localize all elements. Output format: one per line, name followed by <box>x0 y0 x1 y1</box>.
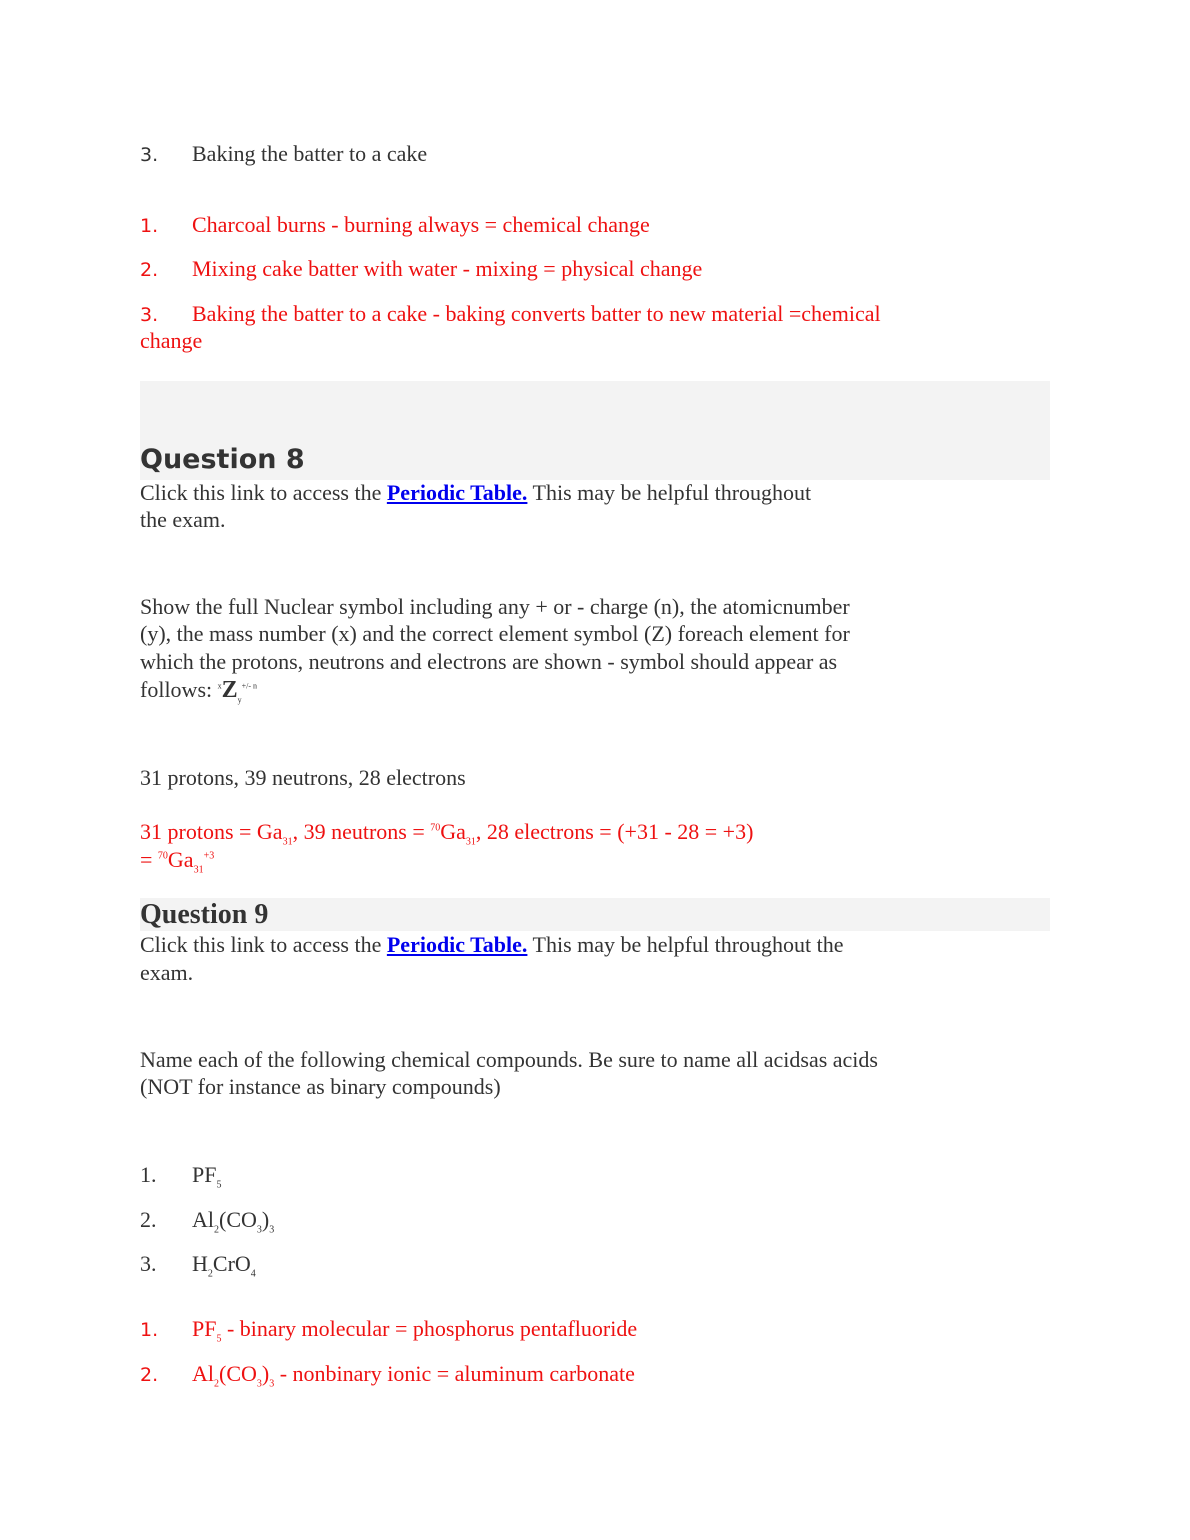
q9-item-1 <box>140 1161 222 1191</box>
intro-text: This may be helpful throughout the <box>527 932 844 957</box>
answer-superscript: 70 <box>157 850 168 862</box>
prev-item-3 <box>140 140 427 169</box>
intro-text: Click this link to access the <box>140 932 387 957</box>
formula-text: Al <box>192 1207 214 1232</box>
answer-text: Ga <box>167 847 194 872</box>
q9-item-3 <box>140 1250 256 1280</box>
list-number: 2. <box>140 259 159 281</box>
formula-subscript: 4 <box>250 1268 256 1280</box>
answer-text: , 39 neutrons = <box>292 819 431 844</box>
list-number: 3. <box>140 144 159 166</box>
q9-answer-1 <box>140 1315 637 1344</box>
periodic-table-link[interactable]: Periodic Table. <box>386 480 528 505</box>
q8-intro <box>140 479 811 506</box>
q9-intro-line2: exam. <box>140 960 194 985</box>
answer-text: , 28 electrons = (+31 - 28 = +3) <box>475 819 754 844</box>
answer-subscript: 31 <box>465 836 476 848</box>
list-number: 2. <box>140 1207 157 1232</box>
prev-answer-3 <box>140 300 881 329</box>
symbol-atomic-number: y <box>237 695 242 705</box>
formula-text: CrO <box>212 1251 251 1276</box>
list-number: 2. <box>140 1364 159 1386</box>
q8-prompt-line3: which the protons, neutrons and electrons are shown - symbol should appear as <box>140 649 838 674</box>
formula-text: PF <box>192 1316 217 1341</box>
q9-prompt-line1: Name each of the following chemical compounds. Be sure to name all acidsas acids <box>140 1047 878 1072</box>
formula-subscript: 3 <box>269 1378 275 1390</box>
q8-prompt-line2: (y), the mass number (x) and the correct element symbol (Z) foreach element for <box>140 621 850 646</box>
intro-text: This may be helpful throughout <box>527 480 812 505</box>
q9-answer-2 <box>140 1360 635 1389</box>
answer-text: Mixing cake batter with water - mixing = physical change <box>192 256 703 281</box>
prompt-text: follows: <box>140 677 218 702</box>
list-text: Baking the batter to a cake <box>192 141 428 166</box>
formula-subscript: 3 <box>256 1224 262 1236</box>
question-9-header-band <box>140 898 1050 931</box>
formula-text: (CO <box>219 1207 257 1232</box>
formula-subscript: 2 <box>214 1224 219 1236</box>
answer-text: - nonbinary ionic = aluminum carbonate <box>274 1361 635 1386</box>
formula-subscript: 5 <box>216 1333 222 1345</box>
question-8-title: Question 8 <box>140 444 305 475</box>
formula-subscript: 3 <box>269 1224 275 1236</box>
answer-text: Baking the batter to a cake - baking converts batter to new material =chemical <box>192 301 881 326</box>
q9-intro <box>140 931 844 958</box>
answer-subscript: 31 <box>193 864 204 876</box>
q8-prompt-line1: Show the full Nuclear symbol including any + or - charge (n), the atomicnumber <box>140 594 850 619</box>
list-number: 3. <box>140 1251 157 1276</box>
symbol-mass-number: x <box>217 681 222 691</box>
q8-given: 31 protons, 39 neutrons, 28 electrons <box>140 765 466 790</box>
formula-text: ) <box>261 1207 270 1232</box>
periodic-table-link[interactable]: Periodic Table. <box>386 932 528 957</box>
list-number: 1. <box>140 1319 159 1341</box>
answer-superscript: +3 <box>203 850 215 862</box>
answer-text: = <box>140 847 158 872</box>
symbol-charge: +/- n <box>241 681 258 691</box>
list-number: 1. <box>140 1162 157 1187</box>
q8-answer-line2 <box>140 846 215 876</box>
answer-text: Ga <box>440 819 466 844</box>
list-number: 1. <box>140 215 159 237</box>
prev-answer-2 <box>140 255 702 284</box>
question-9-title: Question 9 <box>140 899 269 930</box>
formula-text: (CO <box>219 1361 257 1386</box>
list-number: 3. <box>140 304 159 326</box>
formula-subscript: 2 <box>207 1268 213 1280</box>
answer-text: Charcoal burns - burning always = chemical change <box>192 212 650 237</box>
formula-subscript: 2 <box>214 1378 219 1390</box>
intro-text: Click this link to access the <box>140 480 387 505</box>
q9-prompt-line2: (NOT for instance as binary compounds) <box>140 1074 501 1099</box>
answer-text: 31 protons = Ga <box>140 819 283 844</box>
formula-text: H <box>192 1251 208 1276</box>
answer-superscript: 70 <box>430 822 441 834</box>
formula-text: ) <box>261 1361 270 1386</box>
formula-text: Al <box>192 1361 214 1386</box>
q8-intro-line2: the exam. <box>140 507 226 532</box>
formula-subscript: 3 <box>256 1378 262 1390</box>
formula-text: PF <box>192 1162 217 1187</box>
answer-text: - binary molecular = phosphorus pentafluoride <box>221 1316 638 1341</box>
prev-answer-1 <box>140 211 650 240</box>
formula-subscript: 5 <box>216 1179 222 1191</box>
symbol-element: Z <box>221 677 238 703</box>
answer-subscript: 31 <box>282 836 293 848</box>
q8-prompt-line4 <box>140 676 257 704</box>
q9-item-2 <box>140 1206 275 1236</box>
prev-answer-3-cont: change <box>140 328 203 353</box>
q8-answer-line1 <box>140 818 754 848</box>
